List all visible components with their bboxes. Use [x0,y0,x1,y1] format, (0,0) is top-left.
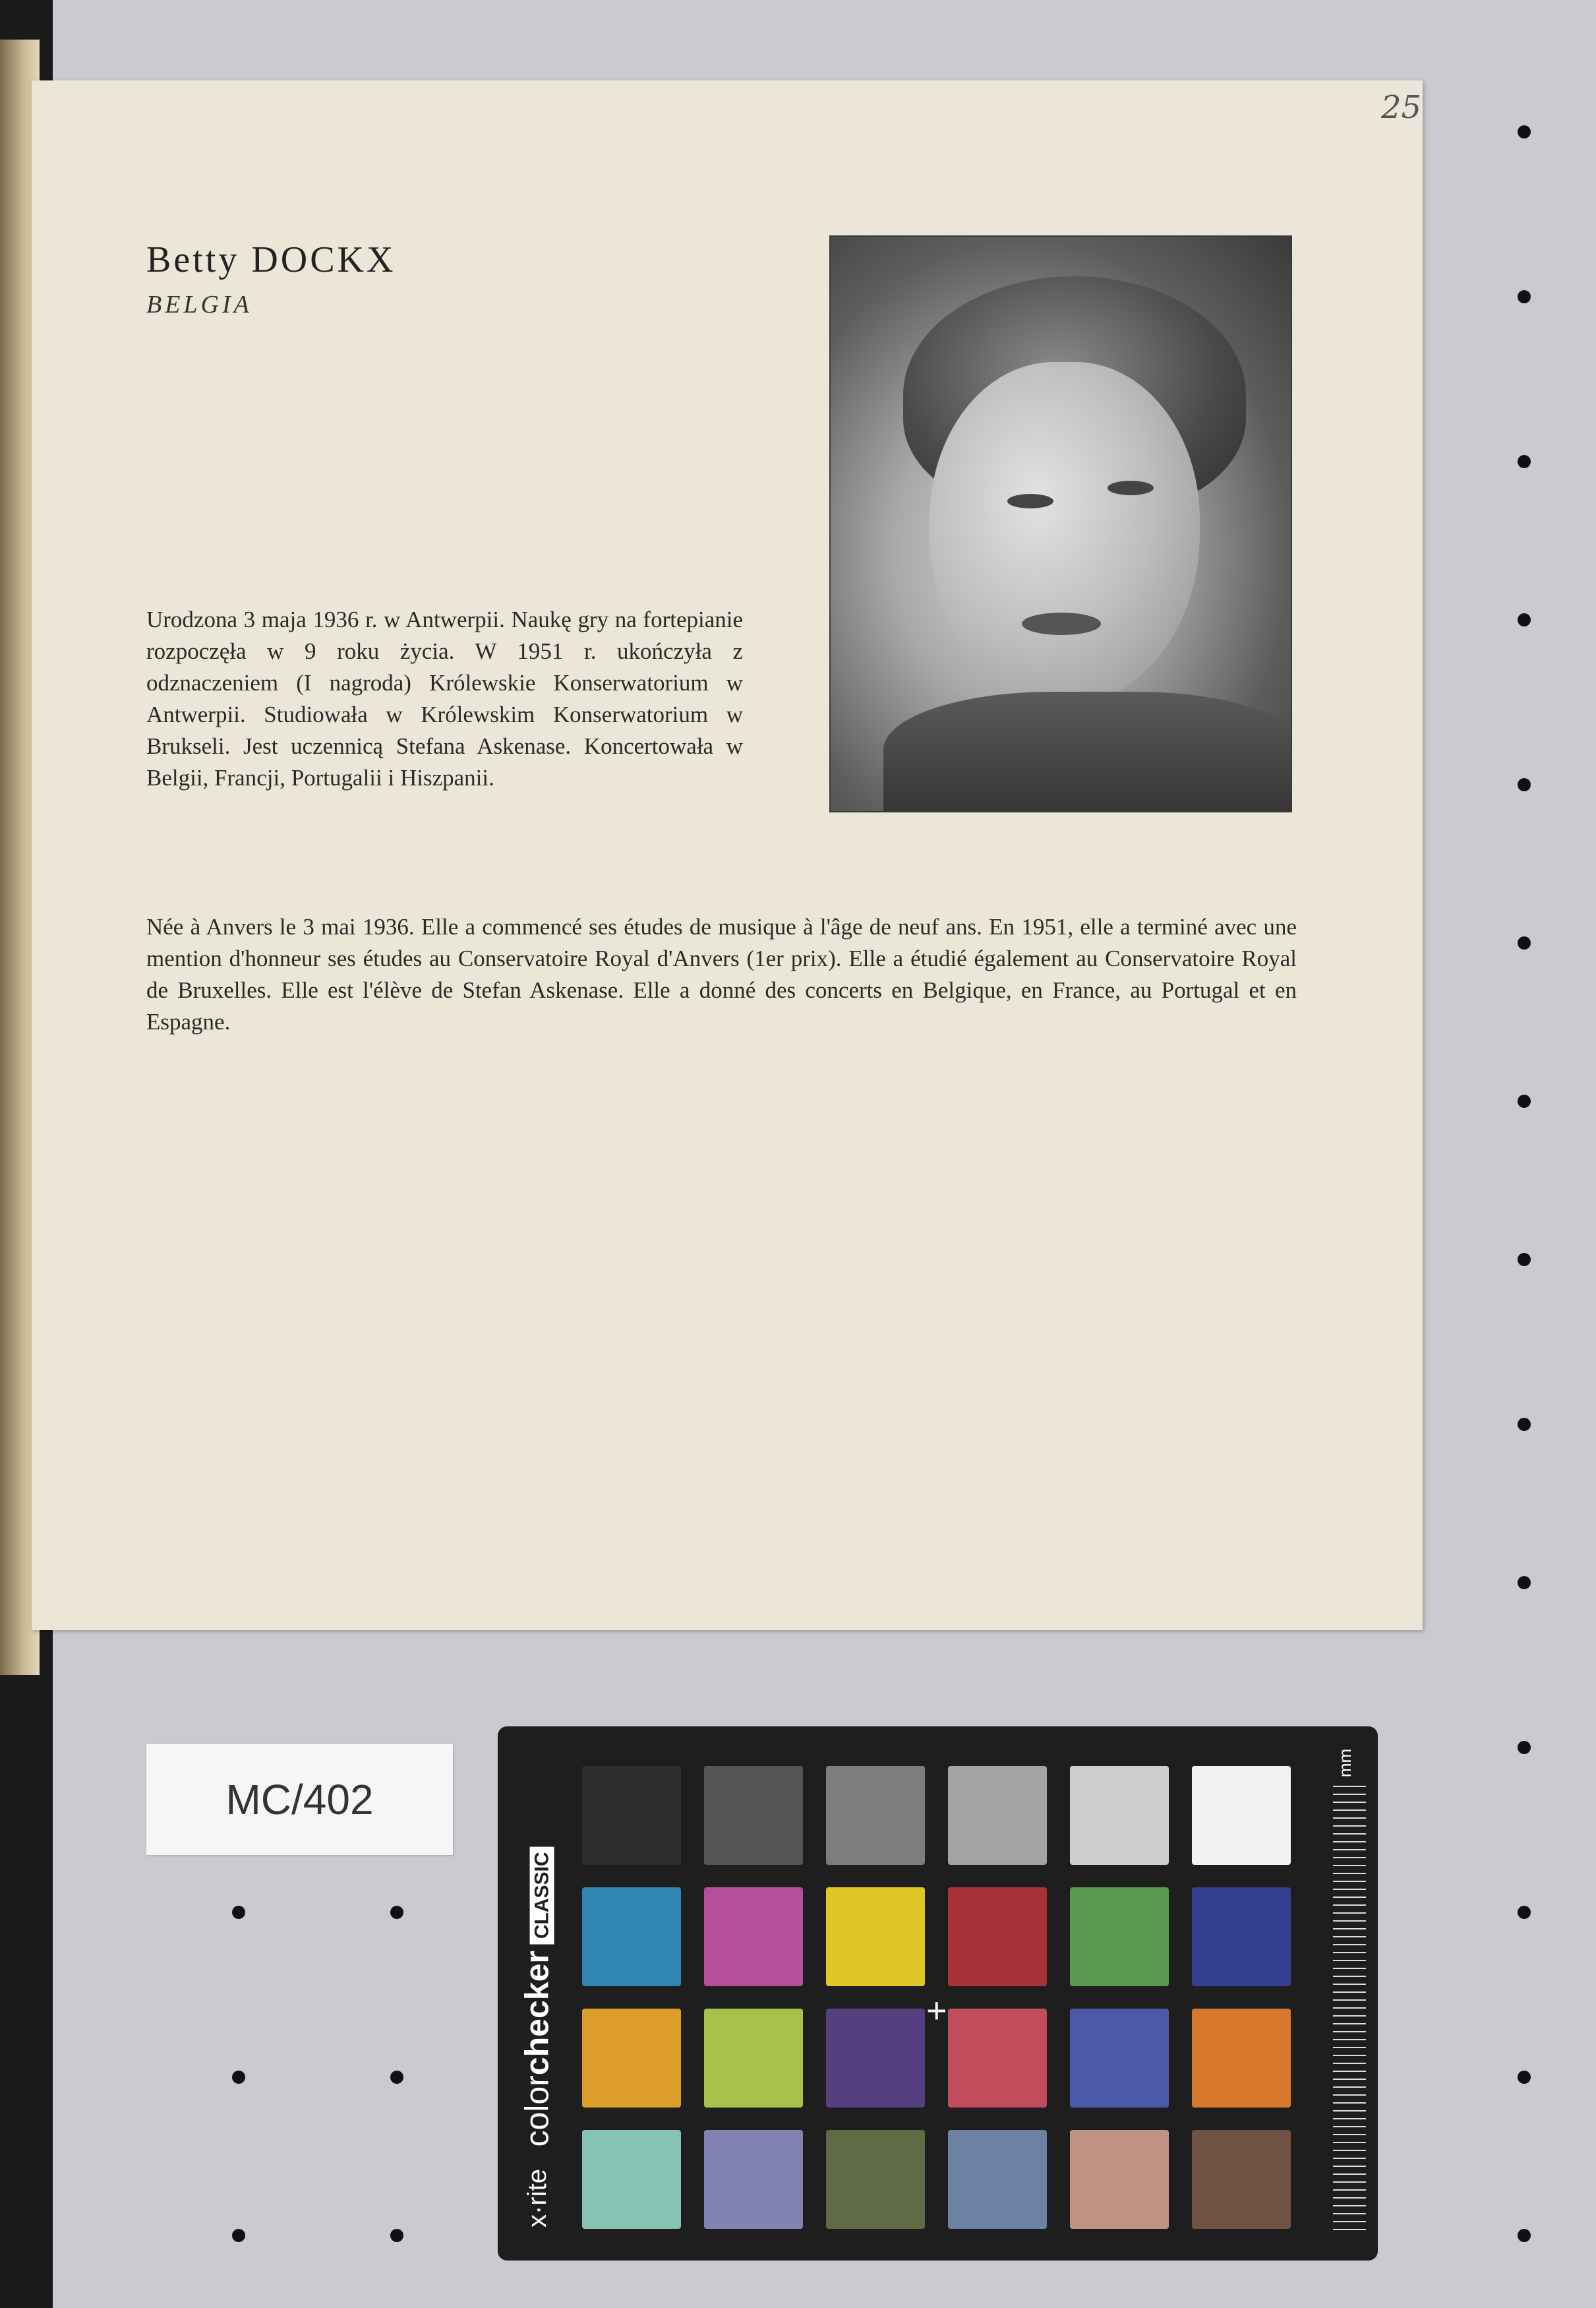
color-swatch [948,2009,1047,2108]
xrite-logo-text: x·rite [522,2168,552,2228]
color-swatch [582,1766,681,1865]
color-checker-card [498,1726,1378,2261]
color-swatch [826,2009,925,2108]
color-swatch [1192,2130,1291,2229]
color-swatch [582,2009,681,2108]
color-swatch [948,1766,1047,1865]
color-swatch [948,1887,1047,1986]
binder-hole [1518,1576,1531,1589]
portrait-mouth [1022,613,1101,635]
ruler-unit: mm [1334,1748,1355,1778]
portrait-face [930,362,1200,705]
xrite-logo [511,2148,564,2247]
binder-hole [390,2071,403,2084]
biography-french-text: Née à Anvers le 3 mai 1936. Elle a commencé ses études de musique à l'âge de neuf ans. En 1951, elle a terminé avec une mention d'honneur ses études au Conservatoire Royal d'Anvers (1er prix). Elle a étudié également au Conservatoire Royal de Bruxelles. Elle est l'élève de Stefan Askenase. Elle a donné des concerts en Belgique, en France, au Portugal et en Espagne. [146,914,1297,1035]
binder-hole [1518,936,1531,950]
artist-portrait-photo [829,235,1292,812]
page-number: 25 [1381,89,1422,126]
crosshair-icon: + [926,1991,947,2030]
portrait-right-eye [1108,481,1154,495]
biography-french [146,911,1297,1038]
catalog-label [146,1744,453,1855]
mm-ruler [1333,1786,1366,2234]
binder-hole [232,2071,245,2084]
binder-hole [232,2229,245,2242]
catalog-label-text: MC/402 [225,1776,374,1823]
binder-hole [390,2229,403,2242]
color-swatch [826,1887,925,1986]
color-swatch [826,1766,925,1865]
binder-hole [1518,1095,1531,1108]
binder-hole [232,1906,245,1919]
color-swatch [1070,2009,1169,2108]
color-swatch [1192,1766,1291,1865]
binder-hole [1518,2071,1531,2084]
binder-hole [1518,1741,1531,1754]
binder-hole [1518,125,1531,138]
color-swatch [704,2009,803,2108]
binder-hole [1518,290,1531,303]
color-swatch [948,2130,1047,2229]
color-swatch [704,2130,803,2229]
color-swatch [826,2130,925,2229]
brand-edition-badge: CLASSIC [530,1846,554,1944]
artist-country: BELGIA [146,291,252,319]
binder-hole [1518,455,1531,468]
portrait-shoulders [883,692,1292,812]
brand-bold-text: checker [519,1951,556,2076]
color-swatch [1070,1887,1169,1986]
portrait-left-eye [1007,494,1053,508]
color-swatch [1192,2009,1291,2108]
biography-polish: Urodzona 3 maja 1936 r. w Antwerpii. Naukę gry na fortepianie rozpoczęła w 9 roku życia. W 1951 r. ukończyła z odznaczeniem (I nagroda) Królewskie Konserwatorium w Antwerpii. Studiowała w Królewskim Konserwatorium w Brukseli. Jest uczennicą Stefana Askenase. Koncertowała w Belgii, Francji, Portugalii i Hiszpanii. [146,607,743,791]
color-swatch [704,1766,803,1865]
color-swatch [704,1887,803,1986]
binder-hole [1518,1418,1531,1431]
color-swatch [582,2130,681,2229]
binder-hole [1518,613,1531,626]
binder-hole [1518,2229,1531,2242]
binder-hole [1518,778,1531,791]
color-swatch [1192,1887,1291,1986]
binder-hole [1518,1253,1531,1266]
color-swatch [582,1887,681,1986]
color-swatch [1070,2130,1169,2229]
brand-light-text: color [519,2075,556,2147]
artist-name: Betty DOCKX [146,239,396,280]
color-swatch [1070,1766,1169,1865]
binder-hole [390,1906,403,1919]
binder-hole [1518,1906,1531,1919]
